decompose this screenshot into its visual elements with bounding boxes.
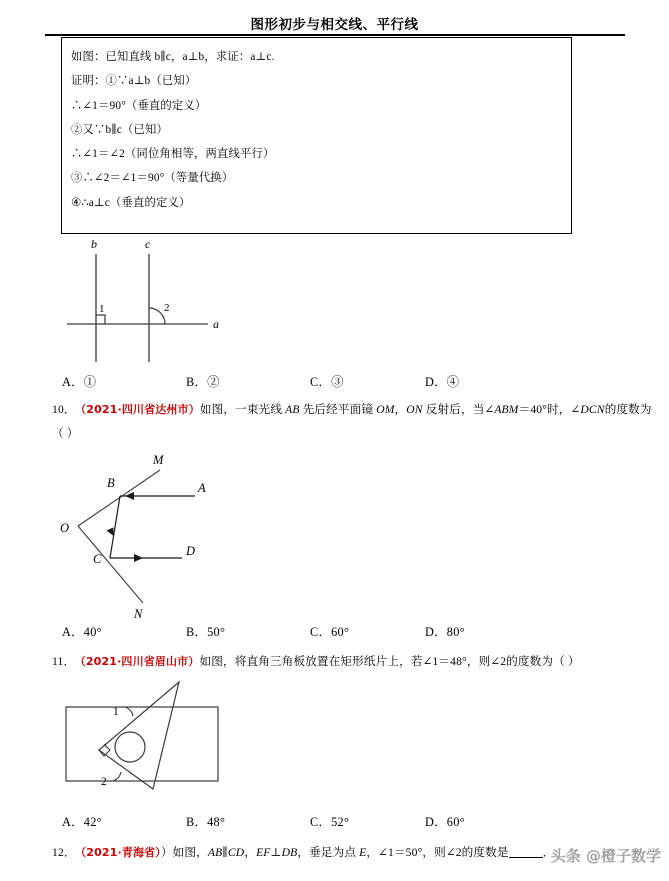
q10-text-b: 先后经平面镜: [299, 403, 377, 416]
q11-option-d[interactable]: D．60°: [425, 815, 465, 829]
q10-seg-ab: AB: [285, 403, 300, 416]
q10-label-D: D: [186, 544, 196, 558]
q10-label-M: M: [153, 453, 164, 467]
figure9-label-c: c: [145, 238, 151, 251]
q11-source: （2021·四川省眉山市）: [80, 655, 200, 668]
q12-text-a: ）如图，: [160, 846, 208, 859]
question-10: [52, 398, 652, 446]
q9-options: [0, 372, 669, 390]
q11-label-angle2: 2: [101, 776, 107, 788]
q10-label-B: B: [107, 476, 115, 490]
proof-line-3: ∴∠1＝90°（垂直的定义）: [71, 99, 207, 112]
q12-source: （2021·青海省）: [80, 846, 161, 859]
q10-option-c[interactable]: C．60°: [310, 625, 350, 639]
q12-seg-ef: EF: [256, 846, 271, 859]
q12-seg-db: DB: [281, 846, 298, 859]
page-title: 图形初步与相交线、平行线: [250, 17, 419, 33]
figure-mirror-reflection: [55, 448, 305, 623]
question-11: [52, 650, 652, 674]
q12-text-f: ，∠1＝50°，则∠2的度数是: [366, 846, 509, 859]
q10-label-N: N: [134, 607, 143, 621]
q10-text-f: 的度数为（ ）: [52, 403, 652, 440]
q10-text-a: 如图，一束光线: [199, 403, 286, 416]
q12-seg-cd: CD: [227, 846, 245, 859]
proof-line-7: ④∴a⊥c（垂直的定义）: [71, 196, 191, 209]
q10-seg-dcn: DCN: [580, 403, 605, 416]
figure9-label-a: a: [213, 317, 219, 331]
q12-seg-E: E: [359, 846, 367, 859]
q9-option-c[interactable]: C．③: [310, 375, 344, 389]
q12-number: 12．: [52, 846, 76, 859]
figure-triangle-on-rectangle: [55, 680, 295, 808]
title-divider: [45, 34, 625, 36]
q10-text-c: ，: [394, 403, 407, 416]
q10-text-e: ＝40°时，∠: [518, 403, 581, 416]
proof-line-1: 如图：已知直线 b∥c，a⊥b，求证：a⊥c.: [71, 51, 275, 63]
proof-box: [61, 37, 572, 234]
q11-options: [0, 812, 669, 830]
q11-number: 11．: [52, 655, 76, 668]
figure-parallel-lines: [60, 238, 240, 366]
q12-seg-ab: AB: [207, 846, 223, 859]
q10-option-b[interactable]: B．50°: [186, 625, 226, 639]
q12-text-c: ，: [244, 846, 257, 859]
q11-label-angle1: 1: [113, 706, 119, 718]
q12-answer-blank[interactable]: [509, 857, 543, 858]
q10-seg-om: OM: [376, 403, 395, 416]
q11-option-b[interactable]: B．48°: [186, 815, 226, 829]
figure9-label-angle1: 1: [99, 303, 105, 315]
q10-seg-on: ON: [406, 403, 423, 416]
watermark: 头条 @橙子数学: [550, 847, 661, 865]
q10-option-d[interactable]: D．80°: [425, 625, 465, 639]
figure9-label-angle2: 2: [164, 302, 170, 314]
q10-label-O: O: [60, 521, 70, 535]
proof-line-2: 证明：①∵a⊥b（已知）: [71, 75, 197, 88]
q9-option-a[interactable]: A．①: [62, 375, 97, 389]
q12-period: ．: [542, 846, 555, 859]
proof-line-6: ③∴∠2＝∠1＝90°（等量代换）: [71, 172, 234, 185]
figure9-label-b: b: [91, 238, 97, 251]
q12-text-e: ，垂足为点: [297, 846, 360, 859]
q10-options: [0, 622, 669, 640]
q10-label-C: C: [93, 552, 102, 566]
q10-label-A: A: [198, 481, 206, 495]
q12-text-d: ⊥: [270, 846, 282, 859]
q10-option-a[interactable]: A．40°: [62, 625, 102, 639]
q11-text: 如图，将直角三角板放置在矩形纸片上，若∠1＝48°，则∠2的度数为（ ）: [199, 655, 580, 668]
q10-seg-abm: ABM: [494, 403, 519, 416]
q10-source: （2021·四川省达州市）: [80, 403, 200, 416]
q10-number: 10．: [52, 403, 76, 416]
proof-line-4: ②又∵b∥c（已知）: [71, 123, 168, 136]
q10-text-d: 反射后，当∠: [422, 403, 495, 416]
proof-line-5: ∴∠1＝∠2（同位角相等，两直线平行）: [71, 148, 275, 161]
q11-option-a[interactable]: A．42°: [62, 815, 102, 829]
q11-option-c[interactable]: C．52°: [310, 815, 350, 829]
q9-option-b[interactable]: B．②: [186, 375, 220, 389]
q12-text-b: ∥: [222, 846, 228, 859]
q9-option-d[interactable]: D．④: [425, 375, 460, 389]
